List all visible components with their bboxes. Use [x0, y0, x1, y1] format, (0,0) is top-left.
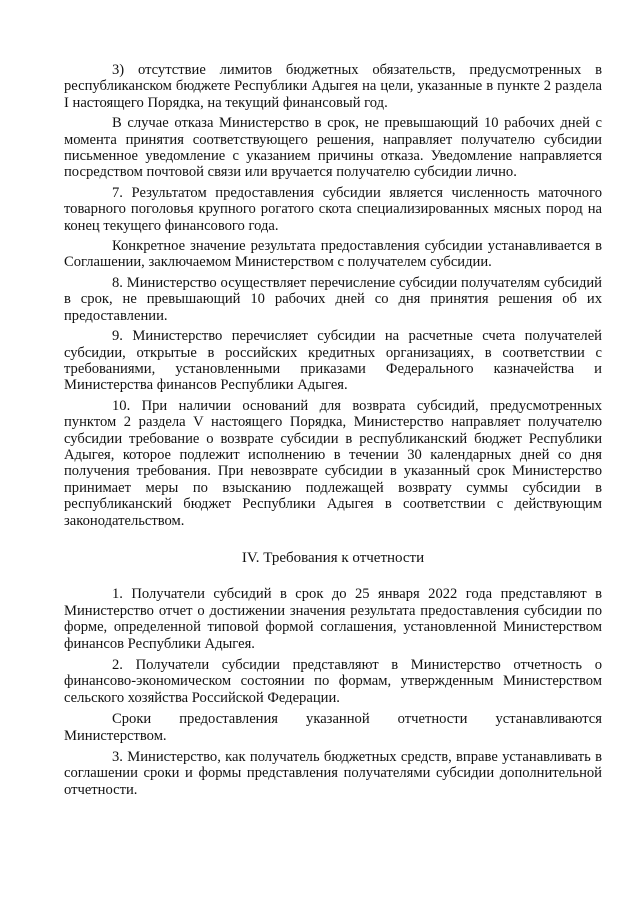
- paragraph-report-3: 3. Министерство, как получатель бюджетных средств, вправе устанавливать в соглашении сроки и формы представления получателями субсидии дополнительной отчетности.: [64, 749, 602, 798]
- section-4-body: [64, 586, 602, 798]
- paragraph-report-1: 1. Получатели субсидий в срок до 25 января 2022 года представляют в Министерство отчет о достижении значения результата предоставления субсидии по форме, определенной типовой формой соглашения, установленной Министерством финансов Республики Адыгея.: [64, 586, 602, 652]
- section-4-heading: IV. Требования к отчетности: [241, 549, 425, 566]
- paragraph-refusal-notice: В случае отказа Министерство в срок, не превышающий 10 рабочих дней с момента принятия соответствующего решения, направляет получателю субсидии письменное уведомление с указанием причины отказа. Уведомление направляется посредством почтовой связи или вручается получателю субсидии лично.: [64, 115, 602, 181]
- paragraph-point-10: 10. При наличии оснований для возврата субсидий, предусмотренных пунктом 2 раздела V настоящего Порядка, Министерство направляет получателю субсидии требование о возврате субсидии в республиканский бюджет Республики Адыгея, которое подлежит исполнению в течении 30 календарных дней со дня получения требования. При невозврате субсидии в указанный срок Министерство принимает меры по взысканию подлежащей возврату суммы субсидии в республиканский бюджет Республики Адыгея в соответствии с действующим законодательством.: [64, 397, 602, 529]
- section-3-continuation: [64, 62, 602, 529]
- paragraph-point-9: 9. Министерство перечисляет субсидии на расчетные счета получателей субсидии, открытые в российских кредитных организациях, в соответствии с требованиями, установленными приказами Федерального казначейства и Министерства финансов Республики Адыгея.: [64, 328, 602, 394]
- paragraph-point-7: 7. Результатом предоставления субсидии является численность маточного товарного поголовья крупного рогатого скота специализированных мясных пород на конец текущего финансового года.: [64, 184, 602, 234]
- paragraph-result-value: Конкретное значение результата предоставления субсидии устанавливается в Соглашении, заключаемом Министерством с получателем субсидии.: [64, 238, 602, 271]
- paragraph-item-3: 3) отсутствие лимитов бюджетных обязательств, предусмотренных в республиканском бюджете Республики Адыгея на цели, указанные в пункте 2 раздела I настоящего Порядка, на текущий финансовый год.: [64, 62, 602, 111]
- paragraph-point-8: 8. Министерство осуществляет перечисление субсидии получателям субсидий в срок, не превышающий 10 рабочих дней со дня принятия решения об их предоставлении.: [64, 274, 602, 324]
- paragraph-report-2: 2. Получатели субсидии представляют в Министерство отчетность о финансово-экономическом состоянии по формам, утвержденным Министерством сельского хозяйства Российской Федерации.: [64, 657, 602, 706]
- paragraph-report-deadlines: Сроки предоставления указанной отчетности устанавливаются Министерством.: [64, 711, 602, 744]
- document-page: [64, 62, 602, 803]
